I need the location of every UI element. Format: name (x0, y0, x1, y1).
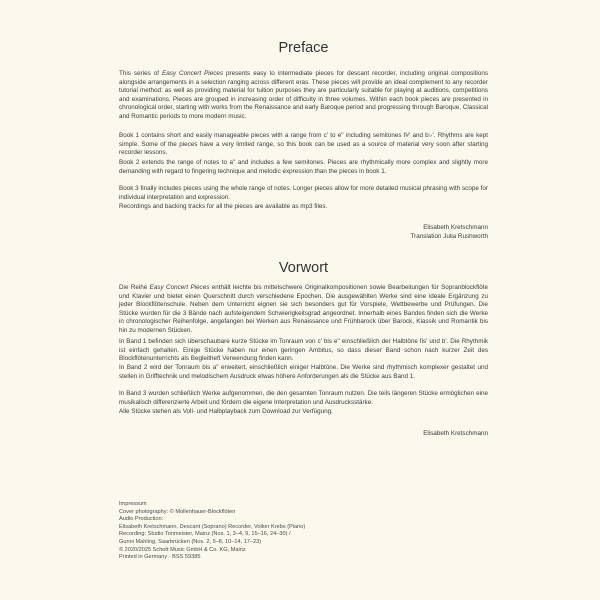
preface-paragraph-3: Book 2 extends the range of notes to a'' and includes a few semitones. Pieces are rhythmically more complex and slightly more demanding with regard to fingering technique and melodic expression than the pieces in book 1. (119, 159, 488, 175)
preface-paragraph-1: This series of Easy Concert Pieces presents easy to intermediate pieces for descant recorder, including original compositions alongside arrangements in a selection ranging across different eras. These pieces will provide an ideal complement to any recorder tutorial method: as well as providing material for tuition purposes they are particularly suitable for playing at auditions, competitions and examinations. Pieces are grouped in increasing order of difficulty in three volumes. Within each book pieces are presented in chronological order, starting with works from the Renaissance and early Baroque period and progressing through Baroque, Classical and Romantic periods to more modern music. (119, 70, 488, 120)
impressum-line: Cover photography: © Mollenhauer-Blockflöten (119, 508, 236, 515)
vorwort-paragraph-3: In Band 2 wird der Tonraum bis a'' erweitert, einschließlich einiger Halbtöne. Die Werke sind rhythmisch komplexer gestaltet und stellen in Grifftechnik und melodischem Ausdruck etwas höhere Anforderungen als die Stücke aus Band 1. (119, 364, 488, 380)
vorwort-paragraph-2: In Band 1 befinden sich überschaubare kurze Stücke im Tonraum von c' bis e'' einschließlich der Halbtöne fis' und b'. Die Rhythmik ist einfach gehalten. Einige Stücke haben nur einen geringen Ambitus, so dass dieser Band schon nach kurzer Zeit des Blockflötenunterrichts als Begleitheft Verwendung finden kann. (119, 338, 488, 363)
preface-paragraph-4: Book 3 finally includes pieces using the whole range of notes. Longer pieces allow for more detailed musical phrasing with scope for individual interpretation and expression. (119, 185, 488, 201)
preface-paragraph-2: Book 1 contains short and easily manageable pieces with a range from c' to e'' including semitones f#' and b♭'. Rhythms are kept simple. Some of the pieces have a very limited range, so this book can be used as a source of material very soon after starting recorder lessons. (119, 132, 488, 157)
preface-paragraph-5: Recordings and backing tracks for all the pieces are available as mp3 files. (119, 203, 328, 210)
vorwort-title: Vorwort (278, 260, 329, 276)
impressum-line: Impressum (119, 501, 147, 507)
preface-translator: Translation Julia Rushworth (410, 233, 488, 240)
impressum-line: Gunni Mahling, Saarbrücken (Nos. 2, 5–8, 10–14, 17–23) (119, 538, 262, 545)
preface-signature: Elisabeth Kretschmann (423, 224, 488, 231)
impressum-line: Printed in Germany · BSS 59385 (119, 554, 201, 561)
impressum-line: Recording: Studio Tonmeister, Mainz (Nos. 1, 3–4, 9, 15–16, 24–30) / (119, 531, 291, 538)
impressum-line: Elisabeth Kretschmann, Descant (Soprano) Recorder, Volker Krebs (Piano) (119, 523, 306, 530)
series-title: Easy Concert Pieces (162, 70, 224, 77)
impressum-line: © 2020/2025 Schott Music GmbH & Co. KG, Mainz (119, 546, 246, 553)
series-title-de: Easy Concert Pieces (149, 284, 210, 291)
preface-title: Preface (278, 40, 329, 56)
vorwort-paragraph-1: Die Reihe Easy Concert Pieces enthält leichte bis mittelschwere Originalkompositionen sowie Bearbeitungen für Sopranblockflöte und Klavier und bietet einen Querschnitt durch verschiedene Epochen. Die ausgewählten Werke sind eine ideale Ergänzung zu jeder Blockflötenschule. Neben dem Unterricht eignen sie sich besonders gut für Vorspiele, Wettbewerbe und Prüfungen. Die Stücke wurden für die 3 Bände nach aufsteigendem Schwierigkeitsgrad angeordnet. Innerhalb eines Bandes finden sich die Werke in chronologischer Reihenfolge, angefangen bei Werken aus Renaissance und Frühbarock über Barock, Klassik und Romantik bis hin zu modernen Stücken. (119, 284, 488, 334)
vorwort-paragraph-5: Alle Stücke stehen als Voll- und Halbplayback zum Download zur Verfügung. (119, 408, 333, 415)
vorwort-paragraph-4: In Band 3 wurden schließlich Werke aufgenommen, die den gesamten Tonraum nutzen. Die teils längeren Stücke ermöglichen eine musikalisch differenzierte Arbeit und fördern die eigene Interpretation und Ausdrucksstärke. (119, 390, 488, 406)
impressum-line: Audio Production: (119, 516, 164, 523)
vorwort-signature: Elisabeth Kretschmann (423, 430, 488, 437)
impressum (119, 501, 419, 562)
